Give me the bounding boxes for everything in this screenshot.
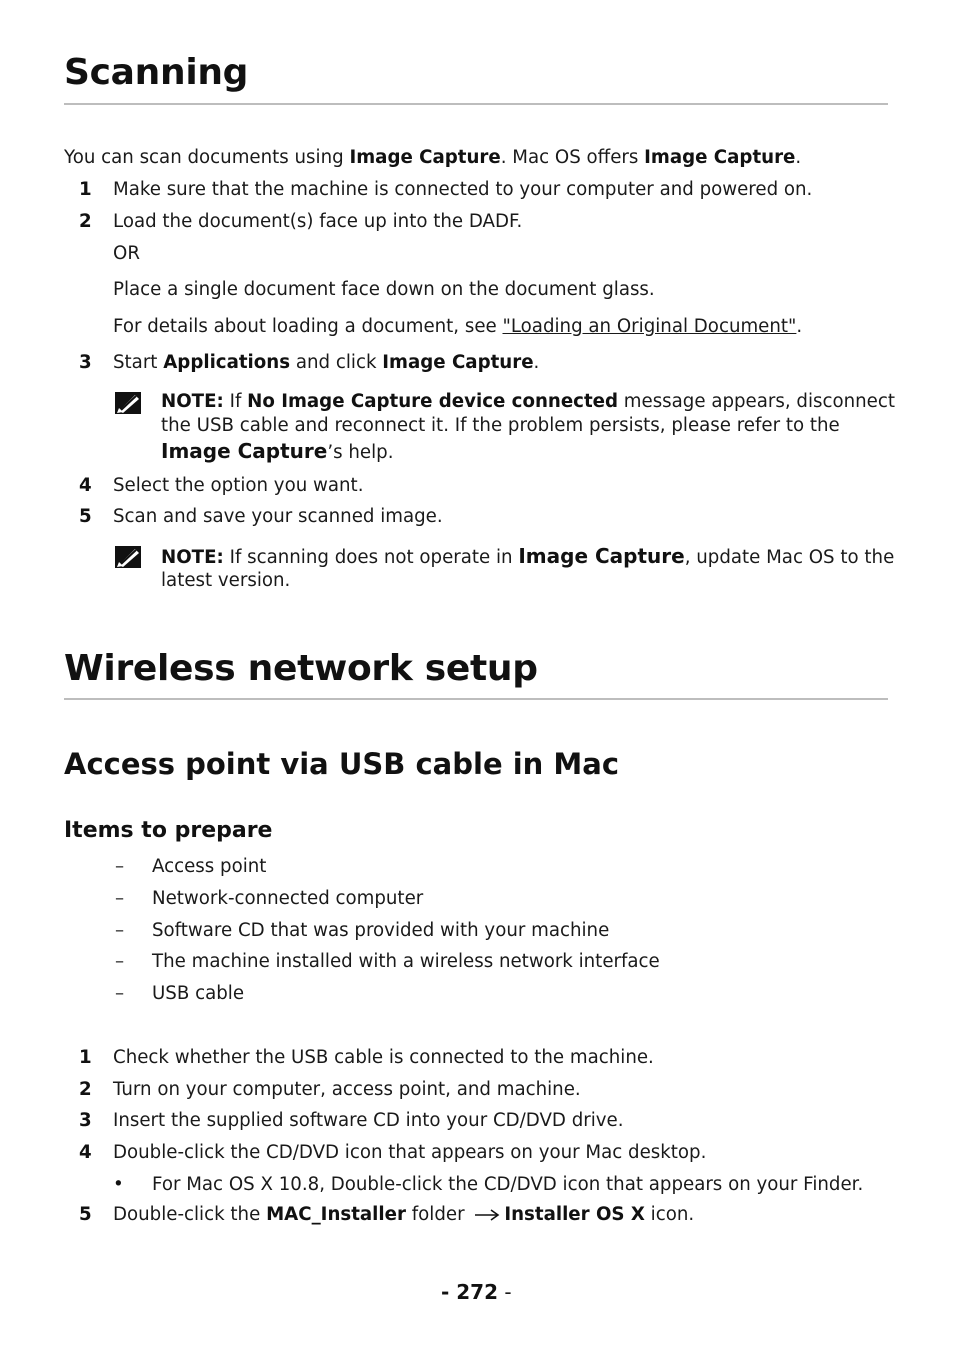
step5-text: icon. (644, 1204, 695, 1225)
step-number: 1 (79, 179, 92, 200)
note-pencil-icon (114, 391, 142, 415)
details-line (113, 316, 802, 337)
step5-text: Double-click the (113, 1204, 267, 1225)
note-text: , update Mac OS to the (684, 547, 895, 568)
details-text: For details about loading a document, see (113, 316, 503, 337)
dash-marker: – (115, 920, 125, 941)
step-number: 3 (79, 1110, 92, 1131)
installer-os-x-bold: Installer OS X (504, 1204, 645, 1225)
applications-bold: Applications (163, 352, 291, 373)
arrow-right-icon (474, 1208, 500, 1222)
note-bold: Image Capture (518, 544, 685, 568)
dash-marker: – (115, 983, 125, 1004)
note-label: NOTE: (161, 391, 224, 412)
note-pencil-icon (114, 545, 142, 569)
page-suffix: - (498, 1280, 512, 1304)
list-item: Access point (152, 856, 267, 877)
list-item: USB cable (152, 983, 245, 1004)
step-text: Scan and save your scanned image. (113, 506, 443, 527)
list-item: The machine installed with a wireless network interface (152, 951, 660, 972)
step-text: Double-click the CD/DVD icon that appears on your Mac desktop. (113, 1142, 707, 1163)
note-line: latest version. (161, 570, 291, 591)
note-line: the USB cable and reconnect it. If the problem persists, please refer to the (161, 415, 840, 436)
note-line (161, 544, 894, 568)
intro-text: . Mac OS offers (500, 147, 645, 168)
intro-bold: Image Capture (349, 147, 501, 168)
step-text: Turn on your computer, access point, and machine. (113, 1079, 581, 1100)
step-number: 5 (79, 506, 92, 527)
note-line (161, 439, 393, 463)
heading-rule (64, 698, 888, 700)
step-text: Insert the supplied software CD into your CD/DVD drive. (113, 1110, 624, 1131)
step-number: 5 (79, 1204, 92, 1225)
details-end: . (796, 316, 803, 337)
items-heading: Items to prepare (64, 818, 273, 843)
note-text: ’s help. (327, 442, 394, 463)
step3-text: and click (290, 352, 383, 373)
page-number (441, 1280, 512, 1304)
step-text: Select the option you want. (113, 475, 364, 496)
dash-marker: – (115, 951, 125, 972)
note-label: NOTE: (161, 547, 224, 568)
step-text (113, 352, 539, 373)
mac-installer-bold: MAC_Installer (266, 1204, 406, 1225)
step-number: 1 (79, 1047, 92, 1068)
note-text: message appears, disconnect (618, 391, 895, 412)
loading-original-document-link[interactable]: "Loading an Original Document" (502, 316, 797, 337)
step3-text: . (533, 352, 540, 373)
bullet-text: For Mac OS X 10.8, Double-click the CD/DVD icon that appears on your Finder. (152, 1174, 864, 1195)
scanning-intro (64, 147, 801, 168)
intro-text: . (795, 147, 802, 168)
step-number: 4 (79, 1142, 92, 1163)
step5-text: folder (405, 1204, 471, 1225)
intro-text: You can scan documents using (64, 147, 350, 168)
dash-marker: – (115, 856, 125, 877)
note-bold: No Image Capture device connected (247, 391, 619, 412)
heading-rule (64, 103, 888, 105)
step-text: Make sure that the machine is connected to your computer and powered on. (113, 179, 813, 200)
step-text: Load the document(s) face up into the DADF. (113, 211, 523, 232)
note-text: If (223, 391, 248, 412)
page-title-wireless: Wireless network setup (64, 648, 538, 689)
step-number: 2 (79, 1079, 92, 1100)
list-item: Software CD that was provided with your machine (152, 920, 610, 941)
or-text: OR (113, 243, 140, 264)
note-line (161, 391, 895, 412)
step-number: 3 (79, 352, 92, 373)
page-prefix: - (441, 1280, 457, 1304)
step-number: 2 (79, 211, 92, 232)
step-number: 4 (79, 475, 92, 496)
list-item: Network-connected computer (152, 888, 424, 909)
image-capture-bold: Image Capture (382, 352, 534, 373)
intro-bold: Image Capture (644, 147, 796, 168)
step-text: Check whether the USB cable is connected to the machine. (113, 1047, 654, 1068)
page-number-value: 272 (456, 1280, 499, 1304)
note-text: If scanning does not operate in (223, 547, 519, 568)
dash-marker: – (115, 888, 125, 909)
step3-text: Start (113, 352, 164, 373)
section-subtitle: Access point via USB cable in Mac (64, 747, 620, 781)
note-bold: Image Capture (161, 439, 328, 463)
bullet-marker: • (113, 1174, 124, 1195)
page-title-scanning: Scanning (64, 52, 249, 93)
step-alt-text: Place a single document face down on the document glass. (113, 279, 655, 300)
step-text (113, 1204, 694, 1225)
